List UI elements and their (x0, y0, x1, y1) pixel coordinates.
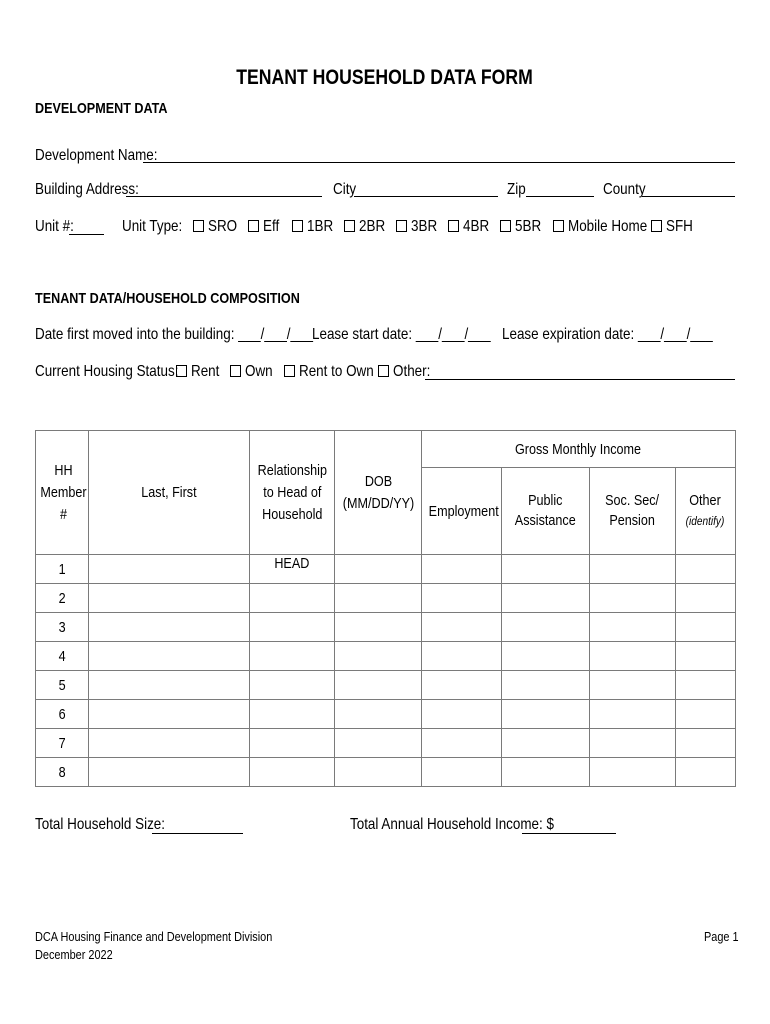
cell-member-number: 3 (36, 613, 89, 642)
cell-relationship[interactable] (250, 700, 335, 729)
cell-member-number: 7 (36, 729, 89, 758)
housing-rent-to-own-checkbox[interactable]: Rent to Own (284, 363, 388, 381)
cell-relationship[interactable] (250, 584, 335, 613)
housing-own-checkbox[interactable]: Own (230, 363, 278, 381)
checkbox-icon (176, 365, 187, 377)
cell-public-assistance[interactable] (502, 700, 590, 729)
cell-soc-sec-pension[interactable] (590, 700, 676, 729)
moved-in-date-field[interactable]: ___/___/___ (238, 326, 313, 343)
cell-soc-sec-pension[interactable] (590, 642, 676, 671)
col-header-employment: Employment (422, 468, 502, 555)
form-title: TENANT HOUSEHOLD DATA FORM (236, 66, 534, 89)
cell-name[interactable] (89, 758, 250, 787)
cell-public-assistance[interactable] (502, 613, 590, 642)
cell-public-assistance[interactable] (502, 584, 590, 613)
cell-dob[interactable] (335, 700, 422, 729)
city-field[interactable] (354, 196, 498, 197)
col-header-gross-monthly-income: Gross Monthly Income (422, 431, 736, 468)
cell-public-assistance[interactable] (502, 729, 590, 758)
checkbox-icon (193, 220, 204, 232)
cell-member-number: 6 (36, 700, 89, 729)
cell-other[interactable] (676, 584, 736, 613)
cell-relationship[interactable] (250, 642, 335, 671)
cell-soc-sec-pension[interactable] (590, 758, 676, 787)
unit-number-label: Unit #: (35, 218, 74, 235)
cell-other[interactable] (676, 671, 736, 700)
unit-type-3br-checkbox[interactable]: 3BR (396, 218, 442, 236)
cell-soc-sec-pension[interactable] (590, 671, 676, 700)
cell-public-assistance[interactable] (502, 642, 590, 671)
total-annual-income-label: Total Annual Household Income: $ (350, 816, 554, 833)
total-household-size-field[interactable] (152, 833, 243, 834)
col-header-relationship: Relationship to Head of Household (250, 431, 335, 555)
cell-relationship[interactable] (250, 758, 335, 787)
development-name-label: Development Name: (35, 147, 158, 164)
cell-public-assistance[interactable] (502, 671, 590, 700)
total-annual-income-field[interactable] (522, 833, 616, 834)
lease-expiration-date-field[interactable]: ___/___/___ (638, 326, 713, 343)
footer-date: December 2022 (35, 947, 113, 962)
cell-member-number: 1 (36, 555, 89, 584)
table-row (36, 642, 736, 671)
unit-type-mobile-home-checkbox[interactable]: Mobile Home (553, 218, 662, 236)
county-field[interactable] (642, 196, 735, 197)
unit-type-eff-checkbox[interactable]: Eff (248, 218, 282, 236)
cell-name[interactable] (89, 555, 250, 584)
household-table (35, 430, 736, 787)
cell-member-number: 2 (36, 584, 89, 613)
housing-status-label: Current Housing Status: (35, 363, 179, 380)
cell-employment[interactable] (422, 613, 502, 642)
col-header-dob: DOB (MM/DD/YY) (335, 431, 422, 555)
cell-dob[interactable] (335, 584, 422, 613)
cell-relationship[interactable]: HEAD (250, 555, 335, 584)
checkbox-icon (651, 220, 662, 232)
cell-soc-sec-pension[interactable] (590, 729, 676, 758)
checkbox-icon (248, 220, 259, 232)
lease-expiration-label: Lease expiration date: ___/___/___ (502, 326, 713, 343)
table-row (36, 729, 736, 758)
cell-dob[interactable] (335, 758, 422, 787)
checkbox-icon (284, 365, 295, 377)
housing-rent-checkbox[interactable]: Rent (176, 363, 225, 381)
table-row (36, 758, 736, 787)
checkbox-icon (292, 220, 303, 232)
footer-page-number: Page 1 (704, 929, 739, 944)
cell-dob[interactable] (335, 642, 422, 671)
cell-employment[interactable] (422, 642, 502, 671)
table-row (36, 700, 736, 729)
cell-name[interactable] (89, 642, 250, 671)
city-label: City (333, 181, 357, 198)
cell-other[interactable] (676, 613, 736, 642)
lease-start-date-field[interactable]: ___/___/___ (415, 326, 491, 343)
checkbox-icon (378, 365, 389, 377)
cell-relationship[interactable] (250, 671, 335, 700)
unit-type-5br-checkbox[interactable]: 5BR (500, 218, 546, 236)
col-header-last-first: Last, First (89, 431, 250, 555)
housing-other-field[interactable] (425, 379, 735, 380)
cell-name[interactable] (89, 671, 250, 700)
zip-field[interactable] (526, 196, 594, 197)
cell-employment[interactable] (422, 584, 502, 613)
moved-in-date-label: Date first moved into the building: ___/___/___ (35, 326, 313, 343)
col-header-hh-member: HH Member # (36, 431, 89, 555)
tenant-data-heading: TENANT DATA/HOUSEHOLD COMPOSITION (35, 290, 300, 307)
cell-relationship[interactable] (250, 613, 335, 642)
checkbox-icon (396, 220, 407, 232)
table-row (36, 613, 736, 642)
checkbox-icon (553, 220, 564, 232)
checkbox-icon (448, 220, 459, 232)
table-row (36, 584, 736, 613)
checkbox-icon (500, 220, 511, 232)
table-row (36, 555, 736, 584)
lease-start-label: Lease start date: ___/___/___ (312, 326, 491, 343)
unit-type-2br-checkbox[interactable]: 2BR (344, 218, 390, 236)
table-row (36, 671, 736, 700)
cell-employment[interactable] (422, 758, 502, 787)
unit-type-sro-checkbox[interactable]: SRO (193, 218, 243, 236)
cell-name[interactable] (89, 613, 250, 642)
cell-employment[interactable] (422, 555, 502, 584)
cell-employment[interactable] (422, 729, 502, 758)
development-name-field[interactable] (143, 162, 735, 163)
cell-public-assistance[interactable] (502, 555, 590, 584)
checkbox-icon (344, 220, 355, 232)
unit-number-field[interactable] (69, 234, 104, 235)
col-header-other: Other (identify) (676, 468, 736, 555)
footer-org: DCA Housing Finance and Development Division (35, 929, 273, 944)
housing-other-checkbox[interactable]: Other: (378, 363, 437, 381)
col-header-public-assistance: Public Assistance (502, 468, 590, 555)
cell-other[interactable] (676, 700, 736, 729)
development-data-heading: DEVELOPMENT DATA (35, 100, 168, 117)
cell-other[interactable] (676, 729, 736, 758)
cell-name[interactable] (89, 584, 250, 613)
cell-dob[interactable] (335, 671, 422, 700)
cell-dob[interactable] (335, 555, 422, 584)
col-header-soc-sec-pension: Soc. Sec/ Pension (590, 468, 676, 555)
cell-public-assistance[interactable] (502, 758, 590, 787)
building-address-field[interactable] (126, 196, 322, 197)
cell-name[interactable] (89, 700, 250, 729)
unit-type-label: Unit Type: (122, 218, 183, 235)
zip-label: Zip (507, 181, 526, 198)
cell-member-number: 4 (36, 642, 89, 671)
total-household-size-label: Total Household Size: (35, 816, 166, 833)
cell-name[interactable] (89, 729, 250, 758)
checkbox-icon (230, 365, 241, 377)
cell-member-number: 5 (36, 671, 89, 700)
cell-relationship[interactable] (250, 729, 335, 758)
cell-other[interactable] (676, 758, 736, 787)
unit-type-4br-checkbox[interactable]: 4BR (448, 218, 494, 236)
county-label: County (603, 181, 646, 198)
cell-other[interactable] (676, 555, 736, 584)
building-address-label: Building Address: (35, 181, 139, 198)
cell-soc-sec-pension[interactable] (590, 555, 676, 584)
cell-employment[interactable] (422, 700, 502, 729)
cell-dob[interactable] (335, 613, 422, 642)
cell-soc-sec-pension[interactable] (590, 613, 676, 642)
unit-type-1br-checkbox[interactable]: 1BR (292, 218, 338, 236)
cell-member-number: 8 (36, 758, 89, 787)
cell-other[interactable] (676, 642, 736, 671)
cell-soc-sec-pension[interactable] (590, 584, 676, 613)
cell-dob[interactable] (335, 729, 422, 758)
cell-employment[interactable] (422, 671, 502, 700)
unit-type-sfh-checkbox[interactable]: SFH (651, 218, 698, 236)
